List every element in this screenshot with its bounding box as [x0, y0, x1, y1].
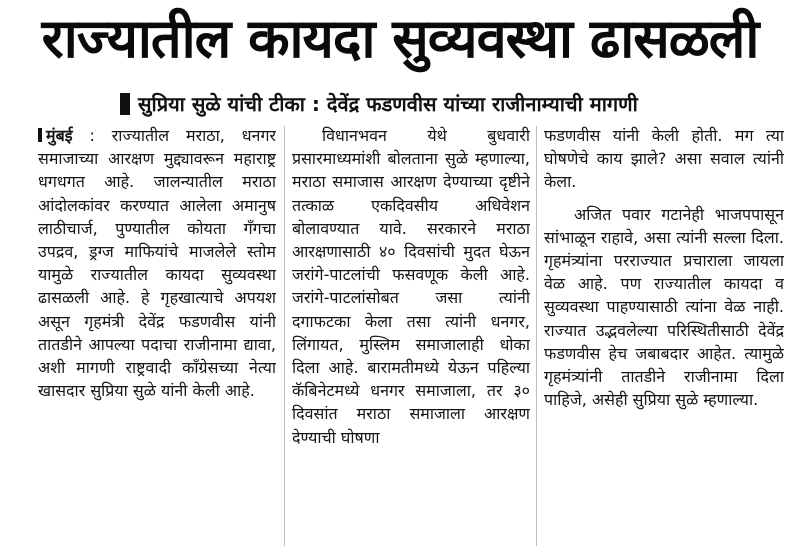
subheadline-marker: [120, 93, 130, 115]
article-paragraph: [292, 124, 530, 449]
article-paragraph: [38, 124, 276, 402]
dateline: मुंबई: [46, 126, 73, 145]
article-column-3: [544, 124, 784, 550]
paragraph-text: अजित पवार गटानेही भाजपपासून सांभाळून राहावे, असा त्यांनी सल्ला दिला. गृहमंत्र्यांना परराज्यात प्रचाराला जायला वेळ आहे. पण राज्यातील कायदा व सुव्यवस्था पाहण्यासाठी त्यांना वेळ नाही. राज्यात उद्भवलेल्या परिस्थितीसाठी देवेंद्र फडणवीस हेच जबाबदार आहेत. त्यामुळे गृहमंत्र्यांनी तातडीने राजीनामा दिला पाहिजे, असेही सुप्रिया सुळे म्हणाल्या.: [544, 204, 784, 410]
article-column-2: [292, 124, 530, 550]
paragraph-text: विधानभवन येथे बुधवारी प्रसारमाध्यमांशी बोलताना सुळे म्हणाल्या, मराठा समाजास आरक्षण देण्याच्या दृष्टीने तत्काळ एकदिवसीय अधिवेशन बोलावण्यात यावे. सरकारने मराठा आरक्षणासाठी ४० दिवसांची मुदत घेऊन जरांगे-पाटलांची फसवणूक केली आहे. जरांगे-पाटलांसोबत जसा त्यांनी दगाफटका केला तसा त्यांनी धनगर, लिंगायत, मुस्लिम समाजालाही धोका दिला आहे. बारामतीमध्ये येऊन पहिल्या कॅबिनेटमध्ये धनगर समाजाला, तर ३० दिवसांत मराठा समाजाला आरक्षण देण्याची घोषणा: [292, 126, 530, 447]
subheadline-text: सुप्रिया सुळे यांची टीका : देवेंद्र फडणवीस यांच्या राजीनाम्याची मागणी: [138, 92, 638, 116]
paragraph-gap: [544, 194, 784, 203]
column-divider: [536, 126, 537, 546]
paragraph-text: : राज्यातील मराठा, धनगर समाजाच्या आरक्षण मुद्द्यावरून महाराष्ट्र धगधगत आहे. जालन्यातील मराठा आंदोलकांवर करण्यात आलेला अमानुष लाठीचार्ज, पुण्यातील कोयता गँगचा उपद्रव, ड्रग्ज माफियांचे माजलेले स्तोम यामुळे राज्यातील कायदा सुव्यवस्था ढासळली आहे. हे गृहखात्याचे अपयश असून गृहमंत्री देवेंद्र फडणवीस यांनी तातडीने आपल्या पदाचा राजीनामा द्यावा, अशी मागणी राष्ट्रवादी काँग्रेसच्या नेत्या खासदार सुप्रिया सुळे यांनी केली आहे.: [38, 126, 276, 401]
column-divider: [284, 126, 285, 546]
article-paragraph: [544, 203, 784, 412]
article-paragraph: [544, 124, 784, 194]
dateline-marker: [38, 128, 42, 142]
headline: राज्यातील कायदा सुव्यवस्था ढासळली: [41, 7, 759, 70]
article-column-1: [38, 124, 276, 550]
subheadline: [120, 90, 638, 118]
paragraph-text: फडणवीस यांनी केली होती. मग त्या घोषणेचे काय झाले? असा सवाल त्यांनी केला.: [544, 126, 784, 192]
